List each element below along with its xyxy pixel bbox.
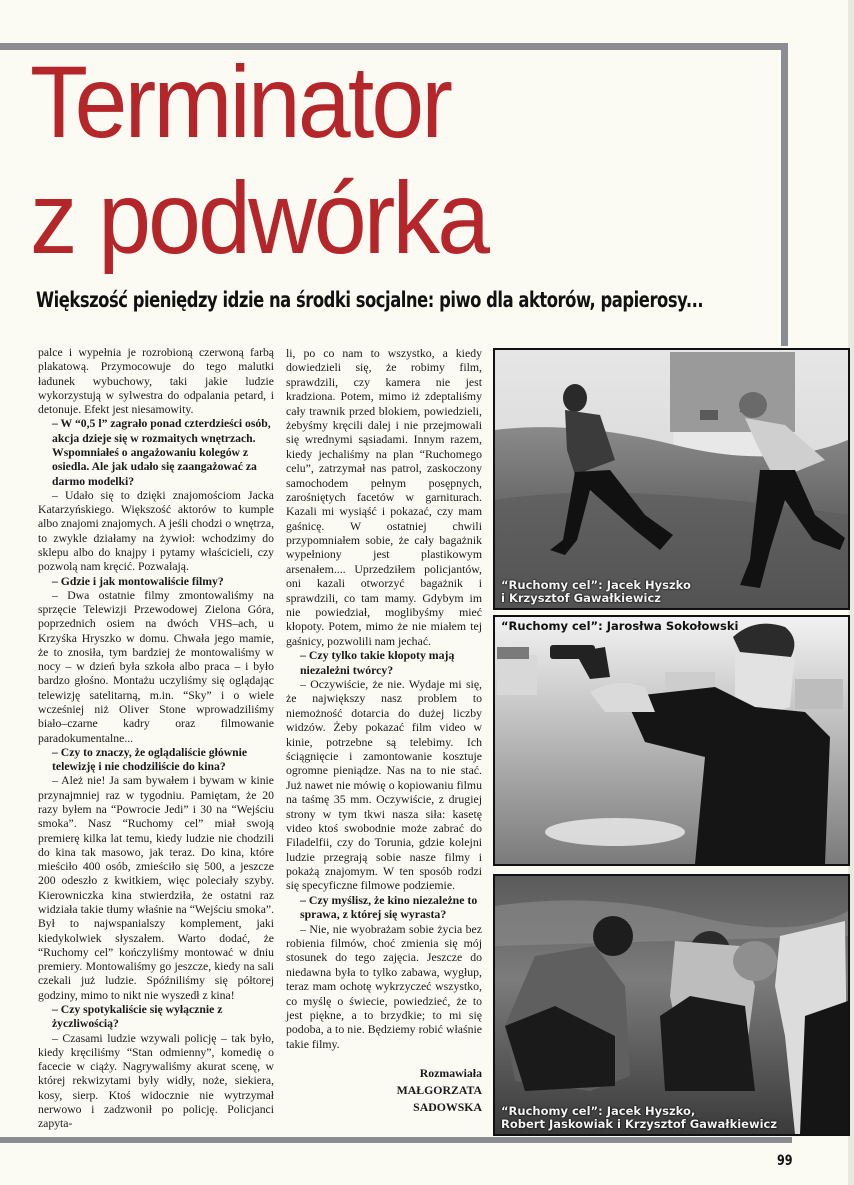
signature-first-name: MAŁGORZATA: [396, 1083, 482, 1098]
show-through-text: [30, 22, 770, 36]
photo-gun-image: [495, 617, 848, 864]
photo-3-caption-line-2: Robert Jaskowiak i Krzysztof Gawałkiewicz: [501, 1117, 778, 1131]
photo-kneeling-image: [495, 876, 848, 1134]
interview-answer: li, po co nam to wszystko, a kiedy dowiedzieli się, że robimy film, sprawdzili, czy kamera nie jest kradziona. Potem, mimo iż zdeptaliśmy cały trawnik przed blokiem, powiedzieli, żebyśmy kręcili dalej i nie przejmowali się wrednymi sąsiadami. Innym razem, kiedy jechaliśmy na plan “Ruchomego celu”, zatrzymał nas patrol, zaskoczony samochodem pełnym posępnych, zarośniętych facetów w garniturach. Kazali mi wysiąść i pokazać, czy mam gaśnicę. W ostatniej chwili przypomniałem sobie, że cały bagażnik wypełniony jest plastikowym arsenałem.... Uprzedziłem policjantów, oni kazali otworzyć bagażnik i sprawdzili, co tam mamy. Gdybym im nie powiedział, moglibyśmy mieć kłopoty. Potem, mimo że nie miałem tej gaśnicy, pozwolili nam jechać.: [286, 346, 482, 648]
interview-question: – Czy myślisz, że kino niezależne to sprawa, z której się wyrasta?: [300, 892, 478, 922]
photo-kneeling-actors: [493, 874, 850, 1136]
interview-question: – W “0,5 l” zagrało ponad czterdzieści osób, akcja dzieje się w rozmaitych wnętrzach. Wspomniałeś o angażowaniu kolegów z osiedla. Ale jak udało się zaangażować za darmo modelki?: [52, 417, 271, 488]
photo-running-image: [495, 350, 848, 608]
text-column-2: [286, 346, 482, 1116]
interview-answer: – Nie, nie wyobrażam sobie życia bez robienia filmów, choć zmienia się mój stosunek do tego zajęcia. Jeszcze do niedawna była to tylko zabawa, wygłup, teraz mam ochotę wykrzyczeć wszystko, co myślę o świecie, powiedzieć, że to jest piękne, a to brzydkie; to mi się podoba, a to nie. Będziemy robić właśnie takie filmy.: [286, 921, 482, 1051]
signature-last-name: SADOWSKA: [413, 1100, 482, 1115]
interview-question: – Czy to znaczy, że oglądaliście głównie telewizję i nie chodziliście do kina?: [52, 745, 248, 774]
photo-1-caption-line-2: i Krzysztof Gawałkiewicz: [501, 591, 661, 605]
photo-1-caption-line-1: “Ruchomy cel”: Jacek Hyszko: [501, 578, 691, 592]
signature-intro: Rozmawiała: [419, 1066, 482, 1081]
photo-3-caption-line-1: “Ruchomy cel”: Jacek Hyszko,: [501, 1104, 696, 1118]
title-line-2: z podwórka: [30, 161, 488, 275]
interview-answer: palce i wypełnia je rozrobioną czerwoną farbą plakatową. Przymocowuje do tego malutki ładunek wybuchowy, taki jakie ludzie wykorzystują w sylwestra do odpalania petard, i detonuje. Efekt jest niesamowity.: [38, 346, 274, 417]
interview-answer: – Udało się to dzięki znajomościom Jacka Katarzyńskiego. Większość aktorów to kumple albo znajomi znajomych. A jeśli chodzi o wnętrza, to zwykle działamy na żywioł: wchodzimy do sklepu albo do knajpy i pytamy właścicieli, czy pozwolą nam kręcić. Pozwalają.: [38, 488, 274, 574]
interview-question: – Czy tylko takie kłopoty mają niezależni twórcy?: [300, 648, 455, 677]
text-column-1: [38, 346, 274, 1131]
photo-2-caption: [501, 620, 738, 633]
interview-answer: – Dwa ostatnie filmy zmontowaliśmy na sprzęcie Telewizji Przewodowej Zielona Góra, poprzednich osiem na dwóch VHS–ach, u Krzyśka Hryszko w domu. Chwała jego mamie, że to znosiła, tym bardziej że montowaliśmy w nocy – w dzień była szkoła albo praca – i było bardzo głośno. Montażu uczyliśmy się oglądając telewizję satelitarną, m.in. “Sky” i o wiele wcześniej niż Oliver Stone wprowadziliśmy biało–czarne kadry oraz filmowanie paradokumentalne...: [38, 588, 274, 745]
interview-question: – Czy spotykaliście się wyłącznie z życzliwością?: [52, 1002, 223, 1031]
photo-3-caption: [501, 1105, 777, 1131]
frame-right-bar: [781, 43, 788, 346]
interview-answer: – Oczywiście, że nie. Wydaje mi się, że największy nasz problem to niemożność dotarcia do dużej liczby widzów. Żeby pokazać film video w kinie, potrzebne są telebimy. Ich ściągnięcie i zamontowanie kosztuje ogromne pieniądze. Nas na to nie stać. Już nawet nie mówię o kopiowaniu filmu na taśmę 35 mm. Oczywiście, z drugiej strony w tym tkwi nasza siła: kasetę video ktoś swobodnie może zabrać do Filadelfii, czy do Torunia, gdzie kolejni ludzie przegrają sobie nasze filmy i pokażą znajomym. W ten sposób rodzi się specyficzne filmowe podziemie.: [286, 676, 482, 893]
interview-answer: – Ależ nie! Ja sam bywałem i bywam w kinie przynajmniej raz w tygodniu. Pamiętam, że 20 razy byłem na “Powrocie Jedi” i 30 na “Wejściu smoka”. Nasz “Ruchomy cel” miał swoją premierę kilka lat temu, kiedy ludzie nie chodzili do kina tak masowo, jak teraz. Do kina, które mieściło 400 osób, zmieściło się 500, a jeszcze 200 odeszło z kwitkiem, więc poleciały szyby. Kierowniczka kina stwierdziła, że ostatni raz widziała takie tłumy właśnie na “Wejściu smoka”. Był to najwspanialszy komplement, jaki kiedykolwiek słyszałem. Warto dodać, że “Ruchomy cel” kończyliśmy montować w dniu premiery. Montowaliśmy go jeszcze, kiedy na sali czekali już ludzie. Spóźniliśmy się półtorej godziny, mimo to nikt nie wyszedł z kina!: [38, 774, 274, 1002]
photo-2-caption-line-1: “Ruchomy cel”: Jarosłwa Sokołowski: [501, 619, 739, 633]
photo-1-caption: [501, 579, 691, 605]
frame-bottom-bar: [0, 1137, 792, 1143]
article-title: [30, 44, 487, 276]
interview-answer: – Czasami ludzie wzywali policję – tak było, kiedy kręciliśmy “Stan odmienny”, komedię o facecie w ciąży. Nagrywaliśmy akurat scenę, w której rekwizytami były widły, noże, siekiera, kosy, sierp. Ktoś widocznie nie wytrzymał nerwowo i zadzwonił po policję. Policjanci zapyta-: [38, 1031, 274, 1131]
photo-man-with-gun: [493, 615, 850, 866]
title-line-1: Terminator: [30, 45, 451, 159]
interview-question: – Gdzie i jak montowaliście filmy?: [52, 574, 224, 588]
article-lead: Większość pieniędzy idzie na środki socjalne: piwo dla aktorów, papierosy...: [36, 288, 704, 312]
photo-running-actors: [493, 348, 850, 610]
page-number: 99: [777, 1153, 793, 1169]
author-signature: [286, 1065, 482, 1116]
